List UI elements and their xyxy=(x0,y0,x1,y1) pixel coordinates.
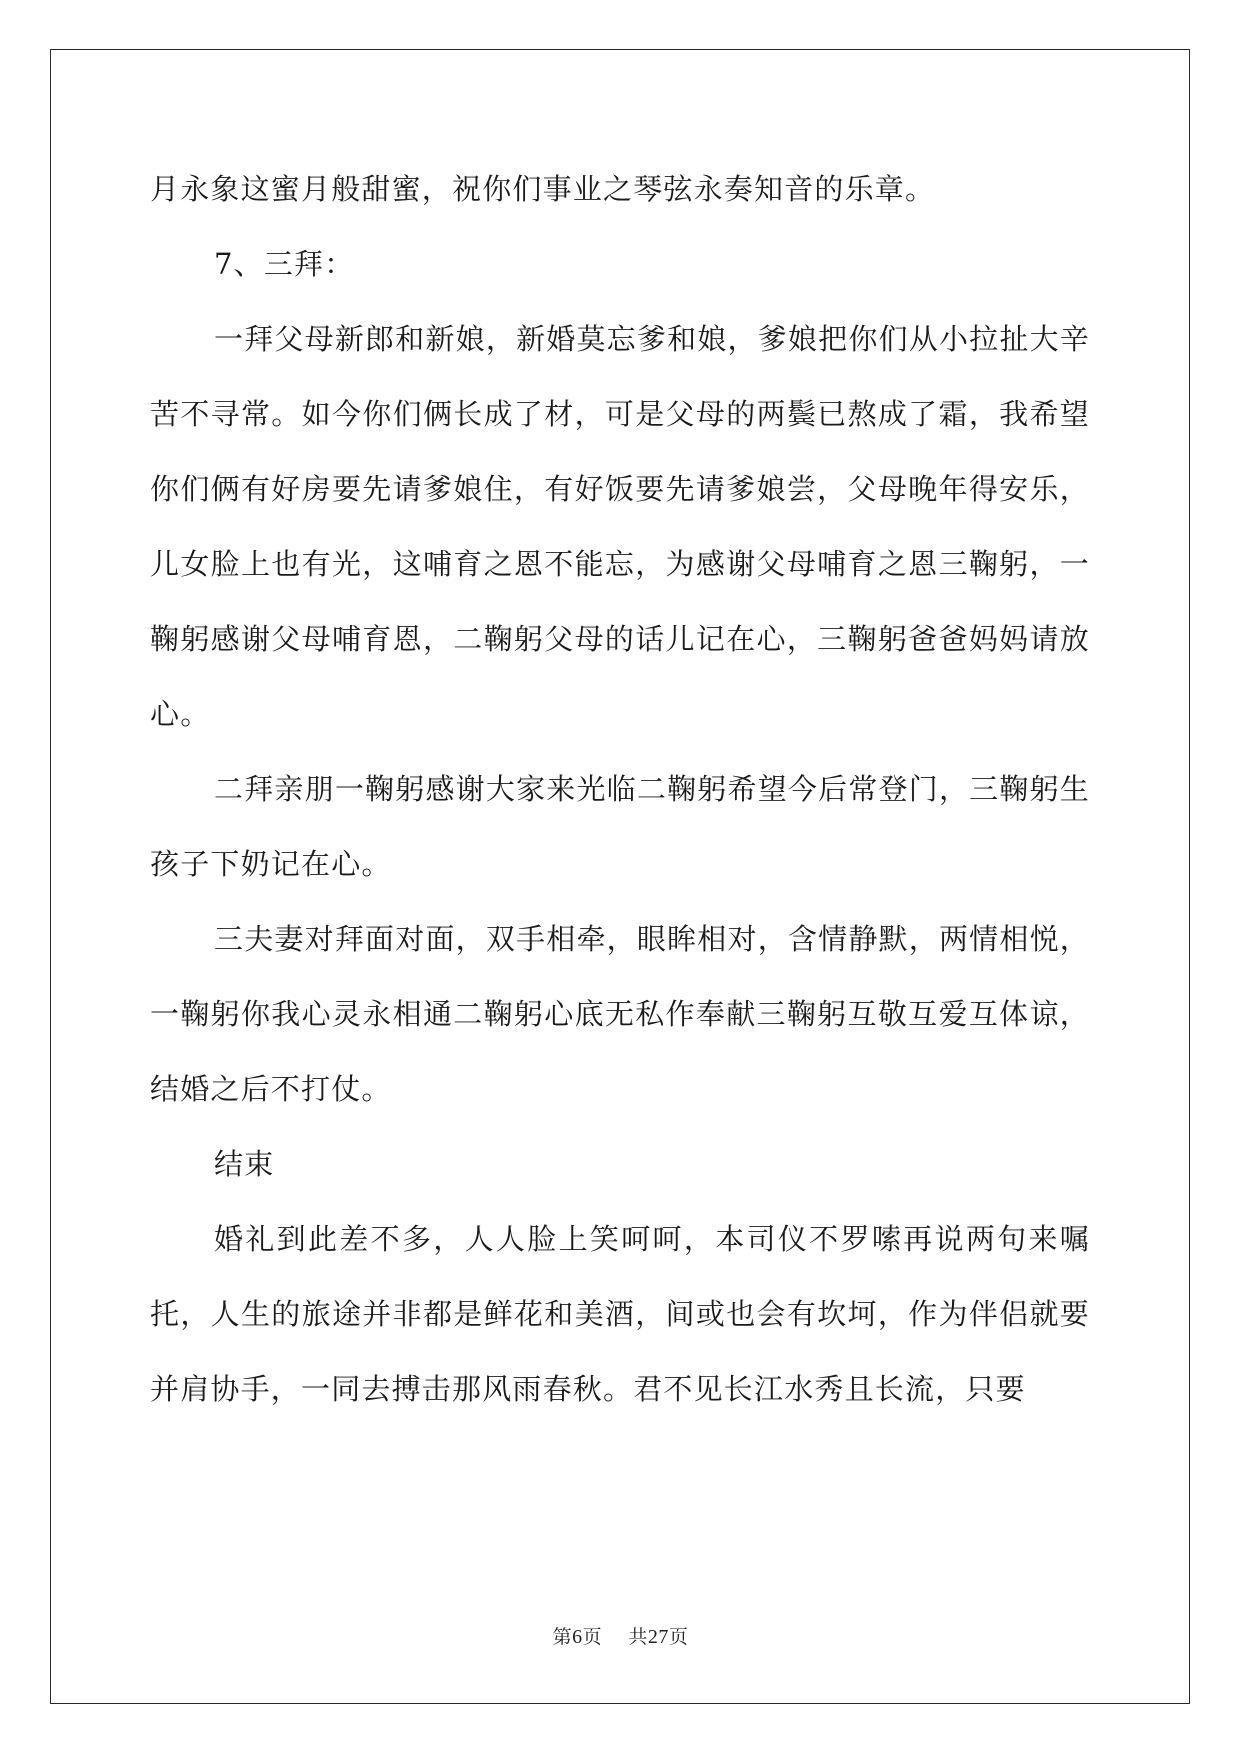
paragraph-first-bow: 一拜父母新郎和新娘，新婚莫忘爹和娘，爹娘把你们从小拉扯大辛苦不寻常。如今你们俩长成了材，可是父母的两鬓已熬成了霜，我希望你们俩有好房要先请爹娘住，有好饭要先请爹娘尝，父母晚年得安乐，儿女脸上也有光，这哺育之恩不能忘，为感谢父母哺育之恩三鞠躬，一鞠躬感谢父母哺育恩，二鞠躬父母的话儿记在心，三鞠躬爸爸妈妈请放心。 xyxy=(150,322,1090,731)
paragraph-heading-three-bows: 7、三拜： xyxy=(214,247,355,281)
document-body xyxy=(150,152,1090,1427)
page-suffix: 页 xyxy=(582,1626,603,1648)
total-prefix: 共 xyxy=(628,1626,648,1648)
paragraph-heading-end: 结束 xyxy=(214,1147,275,1181)
paragraph-1: 月永象这蜜月般甜蜜，祝你们事业之琴弦永奏知音的乐章。 xyxy=(150,172,936,206)
page-footer xyxy=(0,1622,1241,1649)
paragraph-closing: 婚礼到此差不多，人人脸上笑呵呵，本司仪不罗嗦再说两句来嘱托，人生的旅途并非都是鲜花和美酒，间或也会有坎坷，作为伴侣就要并肩协手，一同去搏击那风雨春秋。君不见长江水秀且长流，只要 xyxy=(150,1222,1090,1406)
paragraph-second-bow: 二拜亲朋一鞠躬感谢大家来光临二鞠躬希望今后常登门，三鞠躬生孩子下奶记在心。 xyxy=(150,772,1090,881)
page-prefix: 第 xyxy=(552,1626,573,1648)
total-pages: 27 xyxy=(647,1626,669,1648)
paragraph-third-bow: 三夫妻对拜面对面，双手相牵，眼眸相对，含情静默，两情相悦，一鞠躬你我心灵永相通二鞠躬心底无私作奉献三鞠躬互敬互爱互体谅，结婚之后不打仗。 xyxy=(150,922,1090,1106)
total-suffix: 页 xyxy=(668,1626,689,1648)
page-number: 6 xyxy=(572,1626,583,1648)
